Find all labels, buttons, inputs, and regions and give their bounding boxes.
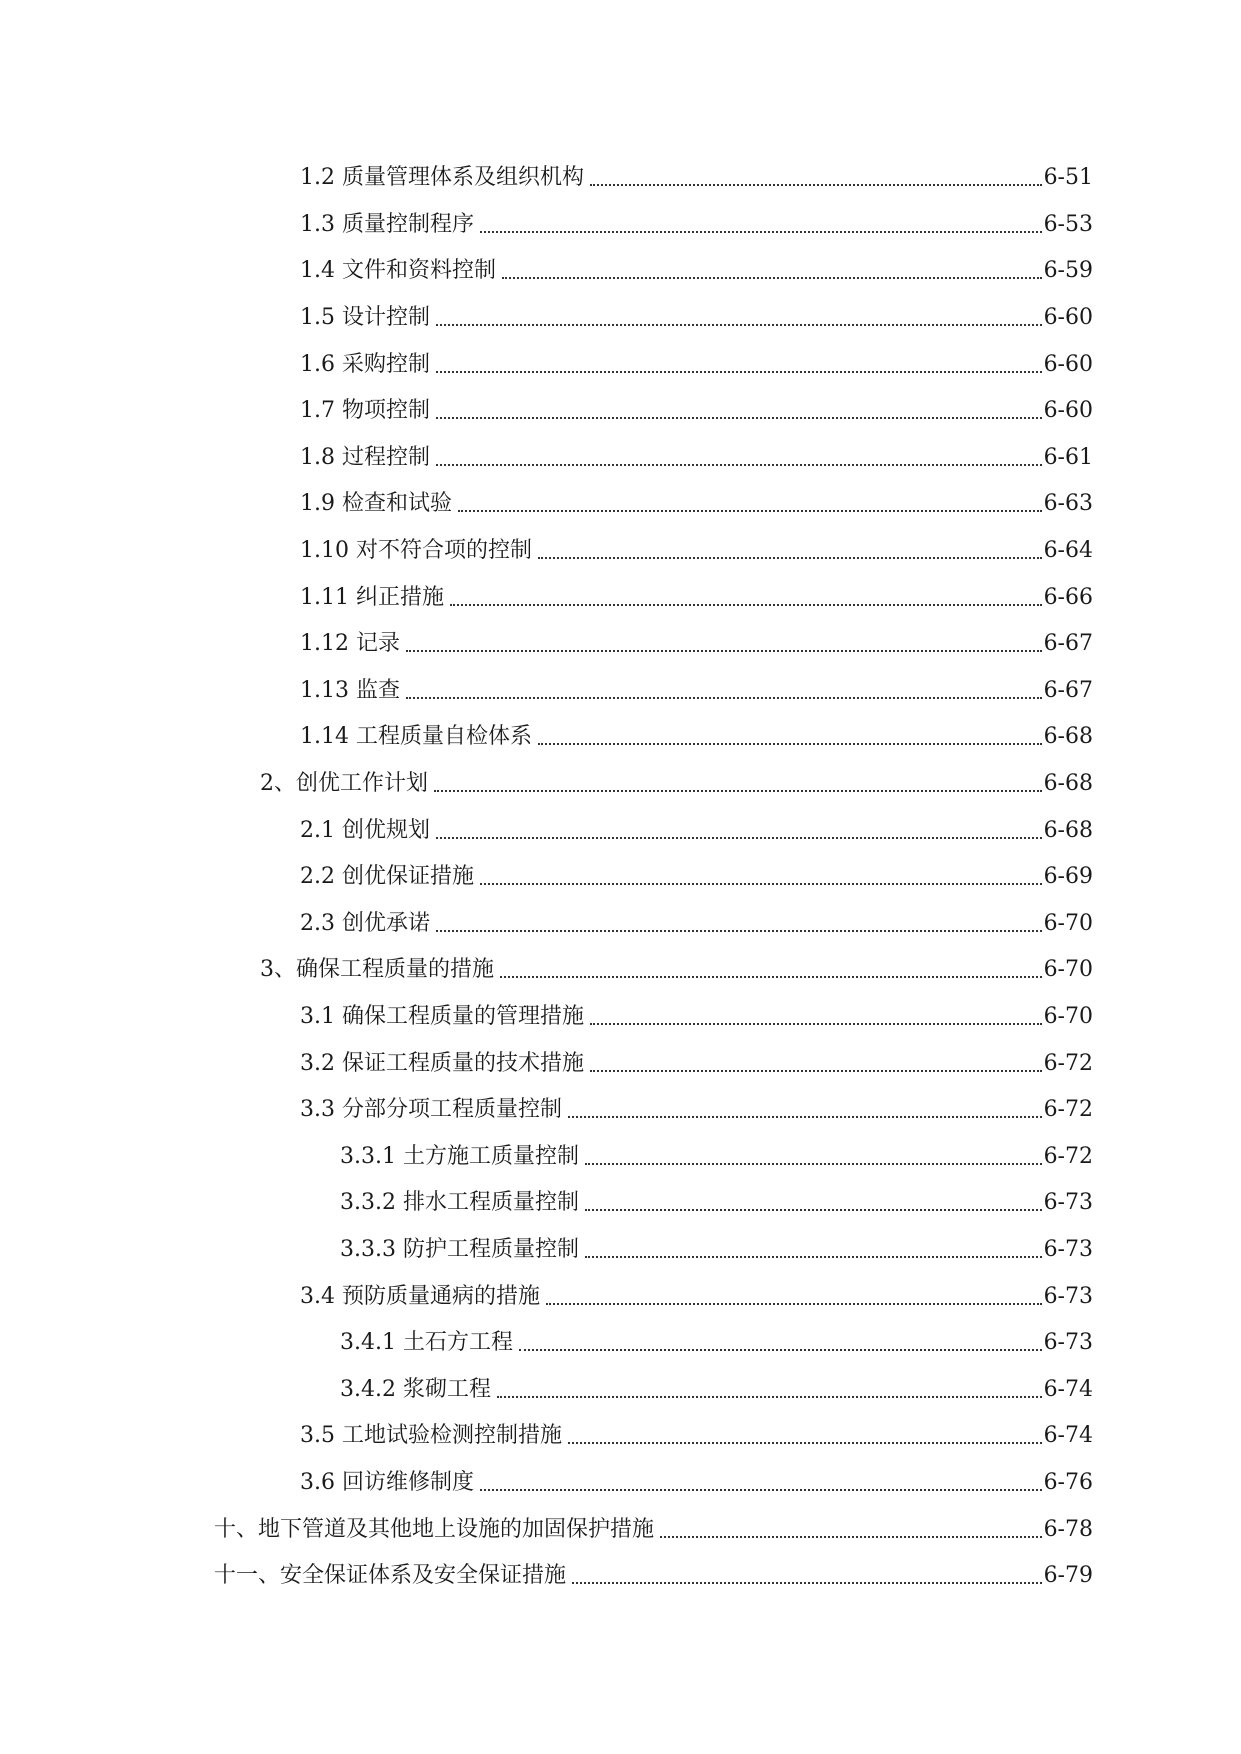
toc-entry-page-number: 6-73 bbox=[1043, 1283, 1093, 1309]
toc-dot-leader bbox=[436, 371, 1042, 373]
toc-entry-page-number: 6-53 bbox=[1043, 211, 1093, 237]
toc-entry[interactable] bbox=[0, 621, 1241, 668]
toc-entry[interactable] bbox=[0, 854, 1241, 901]
toc-entry-page-number: 6-67 bbox=[1043, 631, 1093, 657]
toc-dot-leader bbox=[585, 1209, 1042, 1211]
toc-dot-leader bbox=[590, 1023, 1042, 1025]
toc-entry-title: 1.14 工程质量自检体系 bbox=[300, 724, 532, 750]
toc-entry[interactable] bbox=[0, 668, 1241, 715]
toc-entry-page-number: 6-73 bbox=[1043, 1330, 1093, 1356]
toc-entry-page-number: 6-63 bbox=[1043, 491, 1093, 517]
toc-dot-leader bbox=[585, 1163, 1042, 1165]
toc-entry-title: 1.13 监查 bbox=[300, 677, 400, 703]
toc-entry-title: 3.3 分部分项工程质量控制 bbox=[300, 1097, 562, 1123]
toc-entry-title: 1.9 检查和试验 bbox=[300, 491, 452, 517]
toc-dot-leader bbox=[436, 837, 1042, 839]
toc-entry-title: 3、确保工程质量的措施 bbox=[260, 957, 494, 983]
toc-entry-page-number: 6-68 bbox=[1043, 771, 1093, 797]
toc-entry[interactable] bbox=[0, 901, 1241, 948]
toc-entry[interactable] bbox=[0, 1087, 1241, 1134]
toc-entry-page-number: 6-67 bbox=[1043, 677, 1093, 703]
toc-entry-title: 3.2 保证工程质量的技术措施 bbox=[300, 1050, 584, 1076]
toc-dot-leader bbox=[480, 231, 1042, 233]
toc-entry[interactable] bbox=[0, 155, 1241, 202]
toc-dot-leader bbox=[406, 697, 1042, 699]
toc-entry[interactable] bbox=[0, 528, 1241, 575]
toc-entry-page-number: 6-73 bbox=[1043, 1190, 1093, 1216]
toc-dot-leader bbox=[519, 1349, 1042, 1351]
toc-entry[interactable] bbox=[0, 994, 1241, 1041]
toc-entry-title: 2.1 创优规划 bbox=[300, 817, 430, 843]
toc-entry-page-number: 6-72 bbox=[1043, 1143, 1093, 1169]
toc-entry-page-number: 6-73 bbox=[1043, 1236, 1093, 1262]
toc-dot-leader bbox=[436, 417, 1042, 419]
toc-entry-title: 3.1 确保工程质量的管理措施 bbox=[300, 1003, 584, 1029]
toc-entry[interactable] bbox=[0, 481, 1241, 528]
toc-entry-title: 2、创优工作计划 bbox=[260, 771, 428, 797]
toc-entry-page-number: 6-59 bbox=[1043, 258, 1093, 284]
toc-entry-page-number: 6-74 bbox=[1043, 1423, 1093, 1449]
toc-entry-title: 3.3.1 土方施工质量控制 bbox=[340, 1143, 579, 1169]
toc-entry[interactable] bbox=[0, 202, 1241, 249]
toc-entry-title: 3.5 工地试验检测控制措施 bbox=[300, 1423, 562, 1449]
toc-dot-leader bbox=[434, 790, 1042, 792]
toc-entry-title: 1.12 记录 bbox=[300, 631, 400, 657]
toc-entry-page-number: 6-68 bbox=[1043, 724, 1093, 750]
toc-entry-page-number: 6-51 bbox=[1043, 165, 1093, 191]
toc-entry[interactable] bbox=[0, 1553, 1241, 1600]
toc-dot-leader bbox=[585, 1256, 1042, 1258]
toc-entry-page-number: 6-70 bbox=[1043, 1003, 1093, 1029]
toc-entry-page-number: 6-61 bbox=[1043, 444, 1093, 470]
toc-entry-page-number: 6-70 bbox=[1043, 910, 1093, 936]
toc-dot-leader bbox=[436, 324, 1042, 326]
toc-dot-leader bbox=[436, 930, 1042, 932]
toc-entry[interactable] bbox=[0, 1460, 1241, 1507]
toc-entry-page-number: 6-78 bbox=[1043, 1516, 1093, 1542]
toc-dot-leader bbox=[568, 1116, 1042, 1118]
toc-entry-title: 3.3.2 排水工程质量控制 bbox=[340, 1190, 579, 1216]
toc-entry-title: 3.3.3 防护工程质量控制 bbox=[340, 1236, 579, 1262]
toc-entry[interactable] bbox=[0, 295, 1241, 342]
toc-entry-page-number: 6-64 bbox=[1043, 538, 1093, 564]
toc-entry[interactable] bbox=[0, 341, 1241, 388]
toc-entry-title: 1.6 采购控制 bbox=[300, 351, 430, 377]
toc-entry-title: 1.10 对不符合项的控制 bbox=[300, 538, 532, 564]
toc-entry-page-number: 6-74 bbox=[1043, 1376, 1093, 1402]
toc-entry-page-number: 6-76 bbox=[1043, 1469, 1093, 1495]
toc-entry-title: 2.3 创优承诺 bbox=[300, 910, 430, 936]
toc-dot-leader bbox=[568, 1442, 1042, 1444]
toc-entry-title: 1.11 纠正措施 bbox=[300, 584, 444, 610]
toc-entry[interactable] bbox=[0, 807, 1241, 854]
toc-dot-leader bbox=[450, 604, 1042, 606]
toc-dot-leader bbox=[406, 650, 1042, 652]
toc-entry[interactable] bbox=[0, 574, 1241, 621]
toc-entry-title: 十一、安全保证体系及安全保证措施 bbox=[214, 1563, 567, 1589]
toc-entry[interactable] bbox=[0, 714, 1241, 761]
toc-entry[interactable] bbox=[0, 1366, 1241, 1413]
toc-entry-page-number: 6-68 bbox=[1043, 817, 1093, 843]
toc-entry-title: 1.3 质量控制程序 bbox=[300, 211, 474, 237]
toc-dot-leader bbox=[590, 1070, 1042, 1072]
toc-entry-page-number: 6-60 bbox=[1043, 351, 1093, 377]
toc-entry-title: 1.5 设计控制 bbox=[300, 305, 430, 331]
toc-dot-leader bbox=[538, 743, 1042, 745]
toc-dot-leader bbox=[572, 1582, 1042, 1584]
toc-dot-leader bbox=[660, 1536, 1042, 1538]
toc-entry[interactable] bbox=[0, 1506, 1241, 1553]
toc-entry-title: 1.8 过程控制 bbox=[300, 444, 430, 470]
toc-dot-leader bbox=[538, 557, 1042, 559]
toc-entry[interactable] bbox=[0, 1180, 1241, 1227]
toc-dot-leader bbox=[436, 464, 1042, 466]
toc-entry-page-number: 6-60 bbox=[1043, 398, 1093, 424]
toc-entry-title: 十、地下管道及其他地上设施的加固保护措施 bbox=[214, 1516, 655, 1542]
toc-entry[interactable] bbox=[0, 1133, 1241, 1180]
toc-entry-page-number: 6-72 bbox=[1043, 1097, 1093, 1123]
toc-entry-title: 1.4 文件和资料控制 bbox=[300, 258, 496, 284]
toc-entry-page-number: 6-60 bbox=[1043, 305, 1093, 331]
toc-dot-leader bbox=[480, 883, 1042, 885]
toc-entry[interactable] bbox=[0, 1040, 1241, 1087]
toc-dot-leader bbox=[502, 277, 1042, 279]
toc-entry[interactable] bbox=[0, 435, 1241, 482]
toc-entry[interactable] bbox=[0, 1227, 1241, 1274]
toc-entry[interactable] bbox=[0, 248, 1241, 295]
toc-entry-title: 3.4.1 土石方工程 bbox=[340, 1330, 513, 1356]
toc-entry[interactable] bbox=[0, 1413, 1241, 1460]
toc-dot-leader bbox=[500, 976, 1042, 978]
toc-dot-leader bbox=[458, 510, 1042, 512]
toc-entry-title: 1.2 质量管理体系及组织机构 bbox=[300, 165, 584, 191]
table-of-contents bbox=[0, 155, 1241, 1599]
toc-entry-title: 2.2 创优保证措施 bbox=[300, 864, 474, 890]
toc-entry[interactable] bbox=[0, 388, 1241, 435]
toc-dot-leader bbox=[546, 1303, 1042, 1305]
toc-entry-title: 3.6 回访维修制度 bbox=[300, 1469, 474, 1495]
toc-dot-leader bbox=[590, 184, 1042, 186]
toc-dot-leader bbox=[497, 1396, 1042, 1398]
toc-entry-title: 3.4 预防质量通病的措施 bbox=[300, 1283, 540, 1309]
toc-entry-page-number: 6-69 bbox=[1043, 864, 1093, 890]
toc-entry[interactable] bbox=[0, 761, 1241, 808]
toc-entry-title: 3.4.2 浆砌工程 bbox=[340, 1376, 491, 1402]
toc-entry[interactable] bbox=[0, 1273, 1241, 1320]
toc-entry-title: 1.7 物项控制 bbox=[300, 398, 430, 424]
toc-entry-page-number: 6-66 bbox=[1043, 584, 1093, 610]
toc-entry-page-number: 6-72 bbox=[1043, 1050, 1093, 1076]
toc-entry-page-number: 6-79 bbox=[1043, 1563, 1093, 1589]
toc-entry-page-number: 6-70 bbox=[1043, 957, 1093, 983]
toc-dot-leader bbox=[480, 1489, 1042, 1491]
toc-entry[interactable] bbox=[0, 1320, 1241, 1367]
toc-entry[interactable] bbox=[0, 947, 1241, 994]
